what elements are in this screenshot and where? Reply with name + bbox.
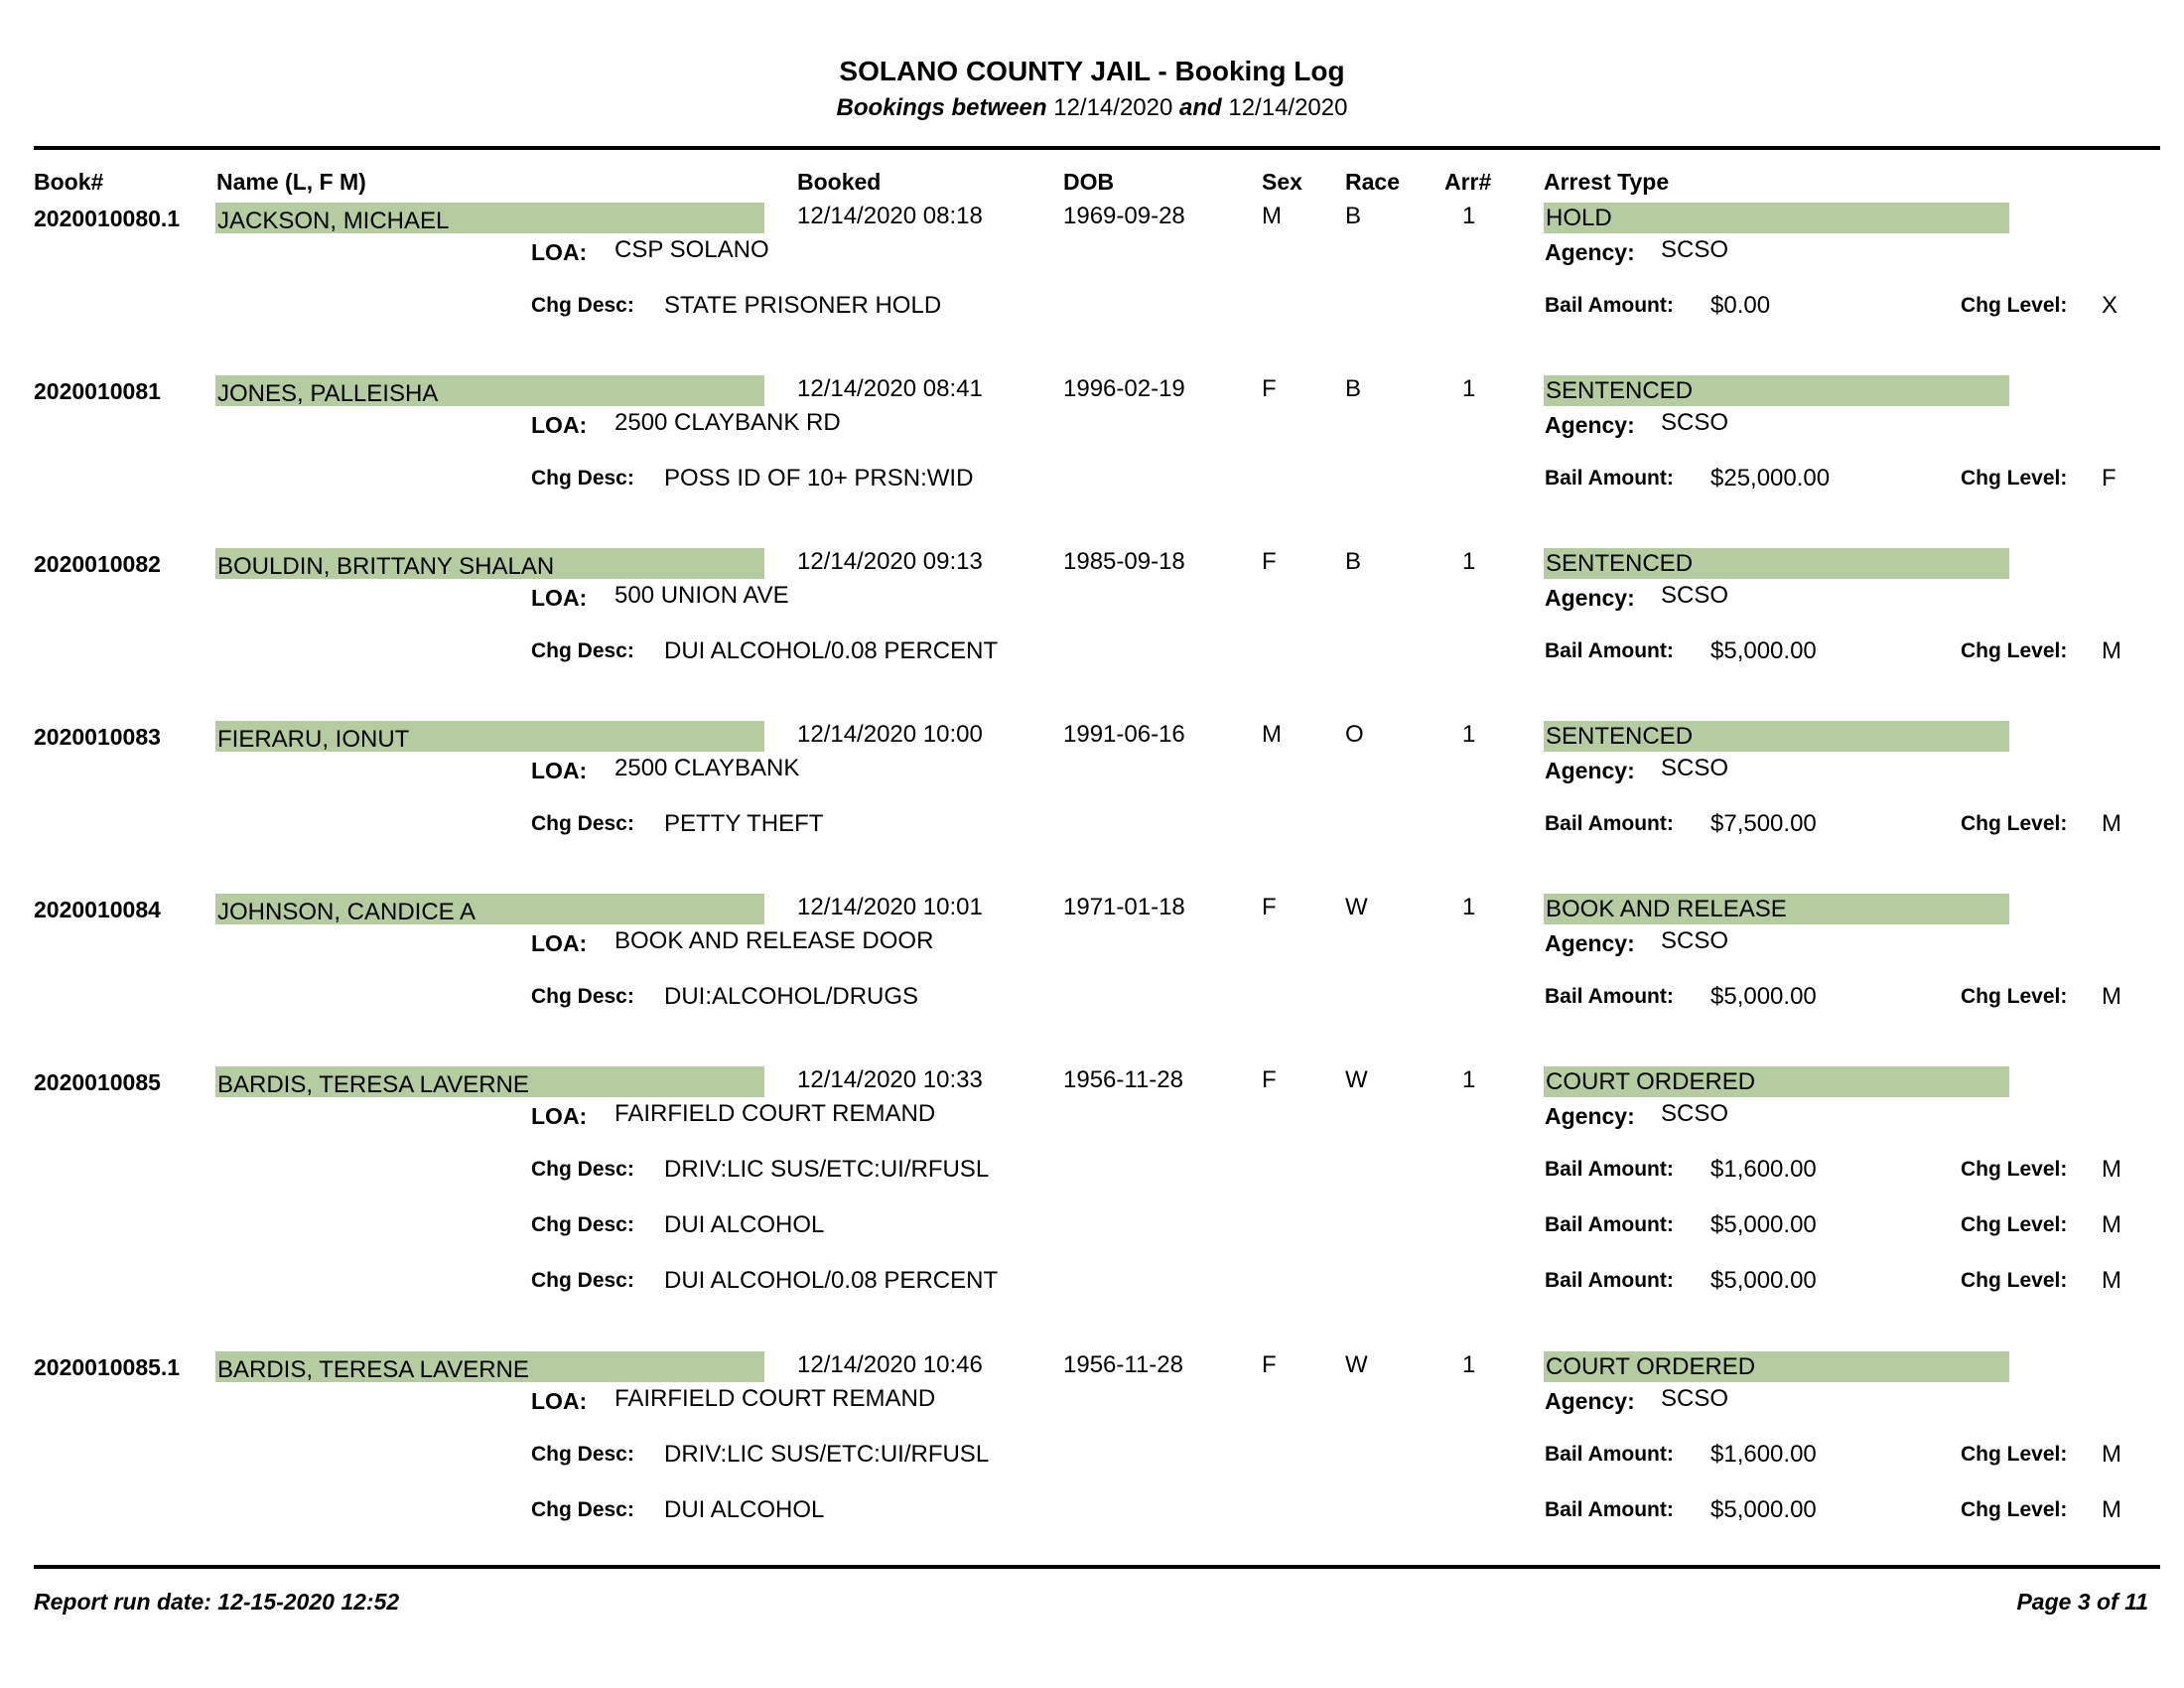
- sex: F: [1262, 1066, 1277, 1093]
- chg-desc-label: Chg Desc:: [531, 1269, 634, 1292]
- bail-amount: $1,600.00: [1710, 1441, 1817, 1468]
- chg-level-label: Chg Level:: [1961, 1269, 2068, 1292]
- arrest-number: 1: [1462, 721, 1476, 748]
- chg-desc-label: Chg Desc:: [531, 294, 634, 317]
- charge-level: M: [2102, 983, 2121, 1010]
- chg-desc-label: Chg Desc:: [531, 467, 634, 490]
- dob: 1971-01-18: [1063, 894, 1185, 920]
- charge-level: M: [2102, 637, 2121, 664]
- header-rule: [34, 146, 2160, 150]
- race: W: [1345, 1351, 1368, 1378]
- agency-value: SCSO: [1661, 409, 1729, 436]
- chg-level-label: Chg Level:: [1961, 639, 2068, 662]
- loa-label: LOA:: [531, 930, 588, 956]
- arrest-type: SENTENCED: [1544, 548, 2009, 579]
- bail-amount-label: Bail Amount:: [1545, 467, 1674, 490]
- arrest-type: BOOK AND RELEASE: [1544, 894, 2009, 924]
- col-header-race: Race: [1345, 169, 1400, 195]
- booking-number: 2020010082: [34, 551, 161, 577]
- loa-label: LOA:: [531, 239, 588, 265]
- arrest-number: 1: [1462, 203, 1476, 229]
- agency-value: SCSO: [1661, 582, 1729, 609]
- charge-level: F: [2102, 465, 2116, 492]
- bail-amount-label: Bail Amount:: [1545, 1158, 1674, 1181]
- inmate-name: BARDIS, TERESA LAVERNE: [215, 1351, 764, 1382]
- loa-label: LOA:: [531, 412, 588, 438]
- arrest-type: COURT ORDERED: [1544, 1066, 2009, 1097]
- charge-description: DRIV:LIC SUS/ETC:UI/RFUSL: [664, 1441, 990, 1468]
- arrest-type: COURT ORDERED: [1544, 1351, 2009, 1382]
- booking-number: 2020010081: [34, 378, 161, 404]
- chg-level-label: Chg Level:: [1961, 985, 2068, 1008]
- dob: 1956-11-28: [1063, 1066, 1183, 1093]
- inmate-name: JOHNSON, CANDICE A: [215, 894, 764, 924]
- booking-number: 2020010085: [34, 1069, 161, 1095]
- bail-amount-label: Bail Amount:: [1545, 812, 1674, 835]
- inmate-name: JONES, PALLEISHA: [215, 375, 764, 406]
- col-header-book: Book#: [34, 169, 104, 195]
- sex: F: [1262, 1351, 1277, 1378]
- loa-value: 2500 CLAYBANK RD: [614, 409, 841, 436]
- booked-datetime: 12/14/2020 08:18: [797, 203, 983, 229]
- agency-label: Agency:: [1545, 585, 1635, 611]
- charge-description: STATE PRISONER HOLD: [664, 292, 942, 319]
- arrest-number: 1: [1462, 894, 1476, 920]
- bail-amount-label: Bail Amount:: [1545, 1443, 1674, 1466]
- chg-desc-label: Chg Desc:: [531, 1158, 634, 1181]
- bail-amount-label: Bail Amount:: [1545, 639, 1674, 662]
- arrest-number: 1: [1462, 548, 1476, 575]
- chg-desc-label: Chg Desc:: [531, 1213, 634, 1236]
- col-header-booked: Booked: [797, 169, 882, 195]
- bail-amount-label: Bail Amount:: [1545, 1213, 1674, 1236]
- report-subtitle: [0, 94, 2184, 122]
- charge-level: M: [2102, 1441, 2121, 1468]
- inmate-name: JACKSON, MICHAEL: [215, 203, 764, 233]
- charge-level: M: [2102, 810, 2121, 837]
- charge-level: M: [2102, 1156, 2121, 1183]
- charge-description: POSS ID OF 10+ PRSN:WID: [664, 465, 974, 492]
- agency-value: SCSO: [1661, 927, 1729, 954]
- booked-datetime: 12/14/2020 09:13: [797, 548, 983, 575]
- loa-label: LOA:: [531, 585, 588, 611]
- agency-label: Agency:: [1545, 239, 1635, 265]
- col-header-arrest-type: Arrest Type: [1544, 169, 1670, 195]
- bail-amount: $1,600.00: [1710, 1156, 1817, 1183]
- col-header-dob: DOB: [1063, 169, 1115, 195]
- inmate-name: BARDIS, TERESA LAVERNE: [215, 1066, 764, 1097]
- chg-desc-label: Chg Desc:: [531, 1498, 634, 1521]
- report-run-date: Report run date: 12-15-2020 12:52: [34, 1589, 400, 1615]
- dob: 1996-02-19: [1063, 375, 1185, 402]
- footer-rule: [34, 1565, 2160, 1569]
- bail-amount: $5,000.00: [1710, 1211, 1817, 1238]
- loa-value: FAIRFIELD COURT REMAND: [614, 1100, 936, 1127]
- bail-amount: $5,000.00: [1710, 637, 1817, 664]
- bail-amount-label: Bail Amount:: [1545, 294, 1674, 317]
- bail-amount-label: Bail Amount:: [1545, 1498, 1674, 1521]
- booked-datetime: 12/14/2020 10:01: [797, 894, 983, 920]
- agency-value: SCSO: [1661, 1100, 1729, 1127]
- charge-level: M: [2102, 1211, 2121, 1238]
- page-number: Page 3 of 11: [2016, 1589, 2148, 1615]
- booking-number: 2020010083: [34, 724, 161, 750]
- arrest-number: 1: [1462, 1351, 1476, 1378]
- booked-datetime: 12/14/2020 10:00: [797, 721, 983, 748]
- chg-level-label: Chg Level:: [1961, 294, 2068, 317]
- booked-datetime: 12/14/2020 08:41: [797, 375, 983, 402]
- bail-amount-label: Bail Amount:: [1545, 985, 1674, 1008]
- bail-amount: $5,000.00: [1710, 983, 1817, 1010]
- booked-datetime: 12/14/2020 10:46: [797, 1351, 983, 1378]
- charge-description: PETTY THEFT: [664, 810, 824, 837]
- charge-description: DUI ALCOHOL/0.08 PERCENT: [664, 637, 999, 664]
- bail-amount: $25,000.00: [1710, 465, 1831, 492]
- report-title: SOLANO COUNTY JAIL - Booking Log: [839, 56, 1345, 86]
- booking-number: 2020010084: [34, 897, 161, 922]
- chg-desc-label: Chg Desc:: [531, 985, 634, 1008]
- charge-description: DUI ALCOHOL/0.08 PERCENT: [664, 1267, 999, 1294]
- chg-desc-label: Chg Desc:: [531, 639, 634, 662]
- arrest-type: HOLD: [1544, 203, 2009, 233]
- loa-label: LOA:: [531, 1388, 588, 1414]
- sex: F: [1262, 375, 1277, 402]
- dob: 1991-06-16: [1063, 721, 1185, 748]
- loa-label: LOA:: [531, 758, 588, 783]
- loa-value: 2500 CLAYBANK: [614, 755, 800, 781]
- chg-level-label: Chg Level:: [1961, 1498, 2068, 1521]
- chg-desc-label: Chg Desc:: [531, 1443, 634, 1466]
- inmate-name: BOULDIN, BRITTANY SHALAN: [215, 548, 764, 579]
- agency-label: Agency:: [1545, 930, 1635, 956]
- agency-value: SCSO: [1661, 1385, 1729, 1412]
- date-from: 12/14/2020: [1053, 94, 1173, 121]
- loa-value: FAIRFIELD COURT REMAND: [614, 1385, 936, 1412]
- arrest-type: SENTENCED: [1544, 721, 2009, 752]
- agency-label: Agency:: [1545, 758, 1635, 783]
- arrest-number: 1: [1462, 1066, 1476, 1093]
- charge-description: DUI ALCOHOL: [664, 1211, 825, 1238]
- charge-level: M: [2102, 1496, 2121, 1523]
- race: B: [1345, 548, 1362, 575]
- sex: M: [1262, 203, 1282, 229]
- charge-level: M: [2102, 1267, 2121, 1294]
- charge-description: DUI:ALCOHOL/DRUGS: [664, 983, 919, 1010]
- chg-desc-label: Chg Desc:: [531, 812, 634, 835]
- agency-label: Agency:: [1545, 1388, 1635, 1414]
- col-header-arr: Arr#: [1444, 169, 1492, 195]
- subtitle-prefix: Bookings between: [836, 94, 1047, 121]
- loa-value: BOOK AND RELEASE DOOR: [614, 927, 934, 954]
- dob: 1969-09-28: [1063, 203, 1185, 229]
- agency-value: SCSO: [1661, 755, 1729, 781]
- charge-level: X: [2102, 292, 2118, 319]
- chg-level-label: Chg Level:: [1961, 1213, 2068, 1236]
- race: W: [1345, 894, 1368, 920]
- sex: M: [1262, 721, 1282, 748]
- loa-value: CSP SOLANO: [614, 236, 769, 263]
- inmate-name: FIERARU, IONUT: [215, 721, 764, 752]
- chg-level-label: Chg Level:: [1961, 812, 2068, 835]
- bail-amount: $0.00: [1710, 292, 1771, 319]
- race: W: [1345, 1066, 1368, 1093]
- bail-amount: $5,000.00: [1710, 1267, 1817, 1294]
- agency-label: Agency:: [1545, 1103, 1635, 1129]
- loa-value: 500 UNION AVE: [614, 582, 789, 609]
- sex: F: [1262, 894, 1277, 920]
- bail-amount: $7,500.00: [1710, 810, 1817, 837]
- chg-level-label: Chg Level:: [1961, 1443, 2068, 1466]
- booked-datetime: 12/14/2020 10:33: [797, 1066, 983, 1093]
- chg-level-label: Chg Level:: [1961, 467, 2068, 490]
- agency-value: SCSO: [1661, 236, 1729, 263]
- dob: 1985-09-18: [1063, 548, 1185, 575]
- bail-amount: $5,000.00: [1710, 1496, 1817, 1523]
- charge-description: DRIV:LIC SUS/ETC:UI/RFUSL: [664, 1156, 990, 1183]
- race: O: [1345, 721, 1364, 748]
- booking-number: 2020010085.1: [34, 1354, 181, 1380]
- bail-amount-label: Bail Amount:: [1545, 1269, 1674, 1292]
- col-header-sex: Sex: [1262, 169, 1302, 195]
- date-to: 12/14/2020: [1228, 94, 1348, 121]
- race: B: [1345, 375, 1362, 402]
- arrest-number: 1: [1462, 375, 1476, 402]
- agency-label: Agency:: [1545, 412, 1635, 438]
- dob: 1956-11-28: [1063, 1351, 1183, 1378]
- arrest-type: SENTENCED: [1544, 375, 2009, 406]
- subtitle-joiner: and: [1179, 94, 1222, 121]
- col-header-name: Name (L, F M): [216, 169, 366, 195]
- loa-label: LOA:: [531, 1103, 588, 1129]
- race: B: [1345, 203, 1362, 229]
- chg-level-label: Chg Level:: [1961, 1158, 2068, 1181]
- sex: F: [1262, 548, 1277, 575]
- charge-description: DUI ALCOHOL: [664, 1496, 825, 1523]
- booking-number: 2020010080.1: [34, 206, 181, 231]
